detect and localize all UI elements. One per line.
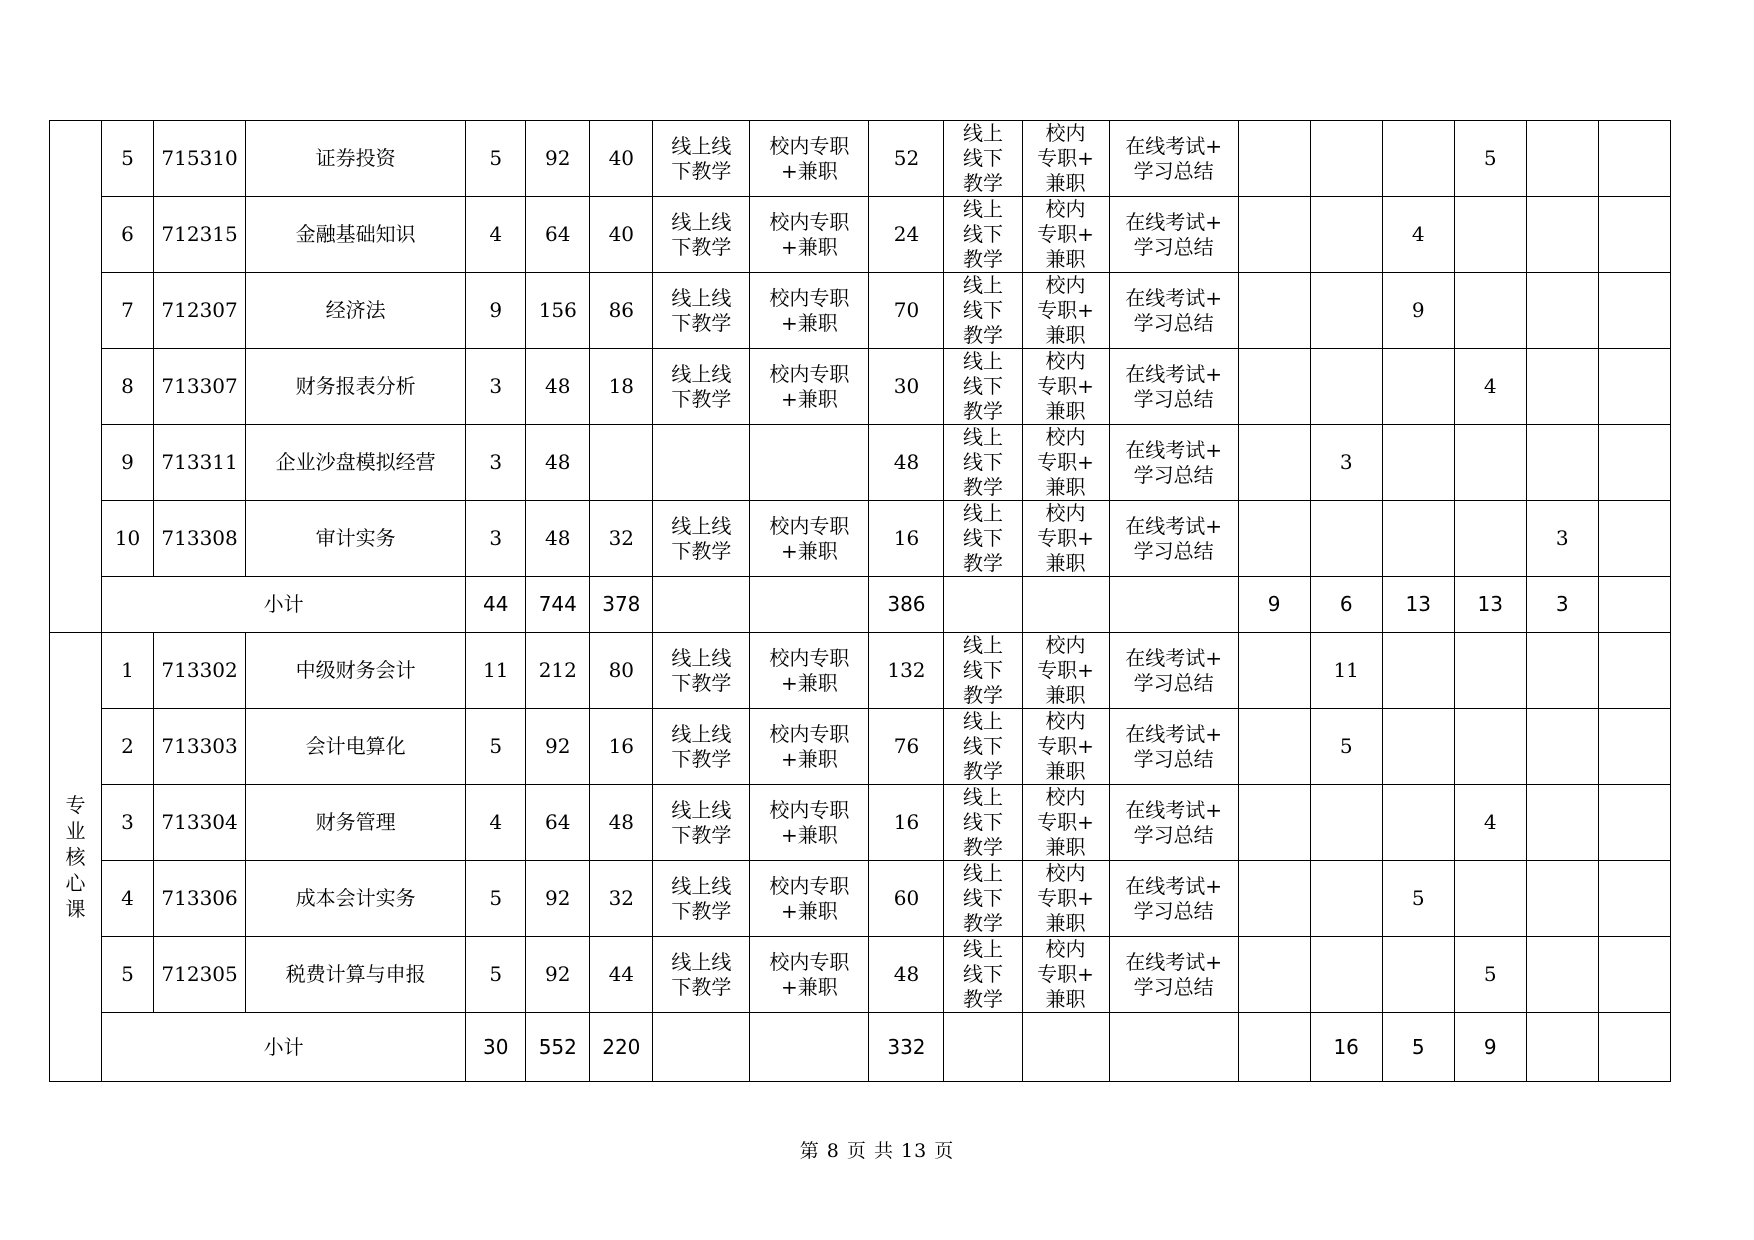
- cell-method1: 线上线 下教学: [653, 121, 750, 197]
- curriculum-table: [49, 120, 1671, 1082]
- cell-method2: 线上 线下 教学: [944, 197, 1022, 273]
- cell-method1: 线上线 下教学: [653, 709, 750, 785]
- cell-no: 5: [102, 121, 154, 197]
- cell-method1: 线上线 下教学: [653, 349, 750, 425]
- cell-t1: [1238, 197, 1310, 273]
- cell-hours: 92: [526, 861, 590, 937]
- cell-method1: [653, 425, 750, 501]
- cell-teacher2: 校内 专职+ 兼职: [1022, 937, 1109, 1013]
- cell-name: 证券投资: [246, 121, 466, 197]
- subtotal-hours: 552: [526, 1013, 590, 1082]
- cell-method2: 线上 线下 教学: [944, 937, 1022, 1013]
- cell-code: 712315: [154, 197, 246, 273]
- cell-theory: 40: [590, 197, 653, 273]
- table-row: [50, 633, 1671, 709]
- cell-t4: [1454, 425, 1526, 501]
- cell-method2: 线上 线下 教学: [944, 349, 1022, 425]
- table-row: [50, 121, 1671, 197]
- cell-teacher1: [750, 425, 869, 501]
- cell-t4: [1454, 273, 1526, 349]
- cell-teacher1: 校内专职 +兼职: [750, 709, 869, 785]
- cell-method2: 线上 线下 教学: [944, 273, 1022, 349]
- cell-theory: 32: [590, 501, 653, 577]
- subtotal-empty-cell: [1109, 1013, 1238, 1082]
- cell-teacher1: 校内专职 +兼职: [750, 273, 869, 349]
- cell-code: 713311: [154, 425, 246, 501]
- cell-t4: [1454, 633, 1526, 709]
- cell-name: 企业沙盘模拟经营: [246, 425, 466, 501]
- cell-hours: 64: [526, 197, 590, 273]
- cell-t5: [1526, 861, 1598, 937]
- subtotal-empty-cell: [944, 1013, 1022, 1082]
- subtotal-empty-cell: [750, 577, 869, 633]
- cell-t4: [1454, 501, 1526, 577]
- cell-t1: [1238, 861, 1310, 937]
- cell-teacher2: 校内 专职+ 兼职: [1022, 633, 1109, 709]
- cell-theory: 86: [590, 273, 653, 349]
- table-row: [50, 785, 1671, 861]
- cell-theory: 80: [590, 633, 653, 709]
- cell-no: 3: [102, 785, 154, 861]
- cell-teacher1: 校内专职 +兼职: [750, 501, 869, 577]
- cell-credits: 3: [466, 501, 526, 577]
- cell-assess: 在线考试+ 学习总结: [1109, 197, 1238, 273]
- cell-t1: [1238, 633, 1310, 709]
- cell-method1: 线上线 下教学: [653, 861, 750, 937]
- cell-t2: [1310, 349, 1382, 425]
- cell-t5: [1526, 273, 1598, 349]
- cell-method2: 线上 线下 教学: [944, 861, 1022, 937]
- cell-practice: 70: [869, 273, 944, 349]
- cell-credits: 5: [466, 861, 526, 937]
- table-body: [50, 121, 1671, 1082]
- cell-hours: 48: [526, 425, 590, 501]
- cell-t5: [1526, 425, 1598, 501]
- cell-no: 5: [102, 937, 154, 1013]
- cell-hours: 64: [526, 785, 590, 861]
- cell-code: 713306: [154, 861, 246, 937]
- cell-code: 713307: [154, 349, 246, 425]
- subtotal-t5: [1526, 1013, 1598, 1082]
- cell-method1: 线上线 下教学: [653, 785, 750, 861]
- cell-name: 会计电算化: [246, 709, 466, 785]
- subtotal-empty-cell: [944, 577, 1022, 633]
- table-row: [50, 501, 1671, 577]
- cell-teacher2: 校内 专职+ 兼职: [1022, 197, 1109, 273]
- table-row: [50, 273, 1671, 349]
- cell-t1: [1238, 425, 1310, 501]
- cell-name: 审计实务: [246, 501, 466, 577]
- cell-code: 713304: [154, 785, 246, 861]
- cell-t4: 4: [1454, 785, 1526, 861]
- cell-method2: 线上 线下 教学: [944, 121, 1022, 197]
- cell-t2: [1310, 273, 1382, 349]
- cell-t1: [1238, 937, 1310, 1013]
- cell-code: 715310: [154, 121, 246, 197]
- cell-method2: 线上 线下 教学: [944, 501, 1022, 577]
- cell-name: 中级财务会计: [246, 633, 466, 709]
- cell-t2: [1310, 121, 1382, 197]
- subtotal-credits: 30: [466, 1013, 526, 1082]
- cell-t6: [1598, 785, 1670, 861]
- cell-hours: 92: [526, 937, 590, 1013]
- cell-t3: 4: [1382, 197, 1454, 273]
- cell-method1: 线上线 下教学: [653, 197, 750, 273]
- section-label: [50, 121, 102, 633]
- cell-t6: [1598, 349, 1670, 425]
- cell-theory: 44: [590, 937, 653, 1013]
- cell-hours: 48: [526, 501, 590, 577]
- cell-t3: [1382, 349, 1454, 425]
- cell-method1: 线上线 下教学: [653, 501, 750, 577]
- subtotal-empty-cell: [750, 1013, 869, 1082]
- cell-teacher1: 校内专职 +兼职: [750, 349, 869, 425]
- cell-code: 713308: [154, 501, 246, 577]
- cell-no: 6: [102, 197, 154, 273]
- cell-t6: [1598, 425, 1670, 501]
- cell-t1: [1238, 349, 1310, 425]
- cell-teacher1: 校内专职 +兼职: [750, 785, 869, 861]
- cell-no: 2: [102, 709, 154, 785]
- cell-teacher1: 校内专职 +兼职: [750, 633, 869, 709]
- cell-name: 成本会计实务: [246, 861, 466, 937]
- cell-method1: 线上线 下教学: [653, 273, 750, 349]
- subtotal-label: 小计: [102, 1013, 466, 1082]
- cell-t3: [1382, 501, 1454, 577]
- cell-practice: 48: [869, 937, 944, 1013]
- cell-credits: 11: [466, 633, 526, 709]
- subtotal-empty-cell: [653, 577, 750, 633]
- cell-t5: [1526, 785, 1598, 861]
- cell-t5: [1526, 349, 1598, 425]
- cell-t2: [1310, 197, 1382, 273]
- subtotal-practice: 332: [869, 1013, 944, 1082]
- subtotal-row: [50, 1013, 1671, 1082]
- subtotal-empty-cell: [1109, 577, 1238, 633]
- subtotal-empty-cell: [1022, 577, 1109, 633]
- cell-name: 经济法: [246, 273, 466, 349]
- cell-t1: [1238, 273, 1310, 349]
- cell-teacher1: 校内专职 +兼职: [750, 197, 869, 273]
- table-row: [50, 197, 1671, 273]
- cell-teacher2: 校内 专职+ 兼职: [1022, 785, 1109, 861]
- cell-no: 7: [102, 273, 154, 349]
- cell-t2: [1310, 501, 1382, 577]
- subtotal-t4: 9: [1454, 1013, 1526, 1082]
- cell-credits: 4: [466, 197, 526, 273]
- cell-no: 10: [102, 501, 154, 577]
- subtotal-t2: 16: [1310, 1013, 1382, 1082]
- cell-t5: [1526, 709, 1598, 785]
- cell-assess: 在线考试+ 学习总结: [1109, 501, 1238, 577]
- subtotal-t3: 5: [1382, 1013, 1454, 1082]
- cell-teacher2: 校内 专职+ 兼职: [1022, 861, 1109, 937]
- cell-teacher1: 校内专职 +兼职: [750, 121, 869, 197]
- cell-assess: 在线考试+ 学习总结: [1109, 937, 1238, 1013]
- cell-method2: 线上 线下 教学: [944, 709, 1022, 785]
- cell-practice: 48: [869, 425, 944, 501]
- cell-t4: [1454, 861, 1526, 937]
- subtotal-theory: 220: [590, 1013, 653, 1082]
- section-label: 专 业 核 心 课: [50, 633, 102, 1082]
- cell-assess: 在线考试+ 学习总结: [1109, 349, 1238, 425]
- cell-t3: [1382, 121, 1454, 197]
- subtotal-label: 小计: [102, 577, 466, 633]
- cell-practice: 132: [869, 633, 944, 709]
- subtotal-theory: 378: [590, 577, 653, 633]
- subtotal-t3: 13: [1382, 577, 1454, 633]
- cell-theory: 18: [590, 349, 653, 425]
- cell-credits: 5: [466, 121, 526, 197]
- cell-no: 4: [102, 861, 154, 937]
- cell-assess: 在线考试+ 学习总结: [1109, 861, 1238, 937]
- cell-practice: 60: [869, 861, 944, 937]
- cell-hours: 48: [526, 349, 590, 425]
- cell-name: 税费计算与申报: [246, 937, 466, 1013]
- subtotal-t6: [1598, 577, 1670, 633]
- cell-t3: 9: [1382, 273, 1454, 349]
- cell-credits: 9: [466, 273, 526, 349]
- cell-t2: 11: [1310, 633, 1382, 709]
- cell-hours: 156: [526, 273, 590, 349]
- cell-t6: [1598, 121, 1670, 197]
- cell-credits: 3: [466, 349, 526, 425]
- subtotal-t4: 13: [1454, 577, 1526, 633]
- cell-hours: 212: [526, 633, 590, 709]
- cell-theory: 48: [590, 785, 653, 861]
- cell-method2: 线上 线下 教学: [944, 425, 1022, 501]
- cell-credits: 5: [466, 937, 526, 1013]
- subtotal-empty-cell: [1022, 1013, 1109, 1082]
- cell-teacher2: 校内 专职+ 兼职: [1022, 501, 1109, 577]
- cell-teacher1: 校内专职 +兼职: [750, 861, 869, 937]
- cell-hours: 92: [526, 121, 590, 197]
- cell-practice: 52: [869, 121, 944, 197]
- cell-t3: [1382, 937, 1454, 1013]
- cell-credits: 4: [466, 785, 526, 861]
- cell-name: 金融基础知识: [246, 197, 466, 273]
- cell-t1: [1238, 785, 1310, 861]
- subtotal-hours: 744: [526, 577, 590, 633]
- cell-t4: 5: [1454, 121, 1526, 197]
- cell-teacher2: 校内 专职+ 兼职: [1022, 273, 1109, 349]
- cell-practice: 24: [869, 197, 944, 273]
- table-row: [50, 861, 1671, 937]
- subtotal-t1: 9: [1238, 577, 1310, 633]
- cell-t5: [1526, 197, 1598, 273]
- cell-method1: 线上线 下教学: [653, 937, 750, 1013]
- cell-t6: [1598, 861, 1670, 937]
- cell-practice: 76: [869, 709, 944, 785]
- cell-t5: [1526, 121, 1598, 197]
- subtotal-t5: 3: [1526, 577, 1598, 633]
- table-row: [50, 937, 1671, 1013]
- cell-t4: 4: [1454, 349, 1526, 425]
- cell-name: 财务管理: [246, 785, 466, 861]
- cell-practice: 16: [869, 501, 944, 577]
- cell-teacher2: 校内 专职+ 兼职: [1022, 349, 1109, 425]
- cell-t6: [1598, 709, 1670, 785]
- subtotal-credits: 44: [466, 577, 526, 633]
- cell-practice: 30: [869, 349, 944, 425]
- cell-t5: 3: [1526, 501, 1598, 577]
- cell-t3: 5: [1382, 861, 1454, 937]
- cell-method1: 线上线 下教学: [653, 633, 750, 709]
- cell-t2: [1310, 861, 1382, 937]
- cell-no: 8: [102, 349, 154, 425]
- page-footer: 第 8 页 共 13 页: [799, 1140, 955, 1162]
- cell-theory: [590, 425, 653, 501]
- cell-no: 1: [102, 633, 154, 709]
- cell-t6: [1598, 633, 1670, 709]
- cell-code: 713303: [154, 709, 246, 785]
- cell-credits: 5: [466, 709, 526, 785]
- table-row: [50, 349, 1671, 425]
- table-row: [50, 425, 1671, 501]
- cell-teacher2: 校内 专职+ 兼职: [1022, 121, 1109, 197]
- cell-t2: [1310, 785, 1382, 861]
- cell-t5: [1526, 633, 1598, 709]
- cell-t4: [1454, 197, 1526, 273]
- cell-method2: 线上 线下 教学: [944, 633, 1022, 709]
- cell-t5: [1526, 937, 1598, 1013]
- subtotal-t6: [1598, 1013, 1670, 1082]
- cell-t2: [1310, 937, 1382, 1013]
- subtotal-row: [50, 577, 1671, 633]
- cell-name: 财务报表分析: [246, 349, 466, 425]
- cell-code: 713302: [154, 633, 246, 709]
- cell-t2: 5: [1310, 709, 1382, 785]
- cell-assess: 在线考试+ 学习总结: [1109, 785, 1238, 861]
- cell-code: 712307: [154, 273, 246, 349]
- cell-theory: 40: [590, 121, 653, 197]
- cell-assess: 在线考试+ 学习总结: [1109, 425, 1238, 501]
- cell-assess: 在线考试+ 学习总结: [1109, 633, 1238, 709]
- cell-t6: [1598, 197, 1670, 273]
- cell-theory: 16: [590, 709, 653, 785]
- cell-t6: [1598, 501, 1670, 577]
- cell-practice: 16: [869, 785, 944, 861]
- cell-t1: [1238, 501, 1310, 577]
- table-row: [50, 709, 1671, 785]
- subtotal-empty-cell: [653, 1013, 750, 1082]
- cell-t3: [1382, 709, 1454, 785]
- cell-t4: 5: [1454, 937, 1526, 1013]
- cell-t6: [1598, 937, 1670, 1013]
- cell-code: 712305: [154, 937, 246, 1013]
- subtotal-practice: 386: [869, 577, 944, 633]
- cell-t4: [1454, 709, 1526, 785]
- cell-no: 9: [102, 425, 154, 501]
- cell-t1: [1238, 709, 1310, 785]
- cell-teacher1: 校内专职 +兼职: [750, 937, 869, 1013]
- cell-method2: 线上 线下 教学: [944, 785, 1022, 861]
- cell-theory: 32: [590, 861, 653, 937]
- cell-teacher2: 校内 专职+ 兼职: [1022, 709, 1109, 785]
- cell-credits: 3: [466, 425, 526, 501]
- cell-t3: [1382, 785, 1454, 861]
- cell-t1: [1238, 121, 1310, 197]
- subtotal-t2: 6: [1310, 577, 1382, 633]
- cell-assess: 在线考试+ 学习总结: [1109, 121, 1238, 197]
- cell-assess: 在线考试+ 学习总结: [1109, 273, 1238, 349]
- cell-t2: 3: [1310, 425, 1382, 501]
- cell-teacher2: 校内 专职+ 兼职: [1022, 425, 1109, 501]
- cell-t3: [1382, 633, 1454, 709]
- cell-hours: 92: [526, 709, 590, 785]
- cell-t3: [1382, 425, 1454, 501]
- subtotal-t1: [1238, 1013, 1310, 1082]
- cell-assess: 在线考试+ 学习总结: [1109, 709, 1238, 785]
- cell-t6: [1598, 273, 1670, 349]
